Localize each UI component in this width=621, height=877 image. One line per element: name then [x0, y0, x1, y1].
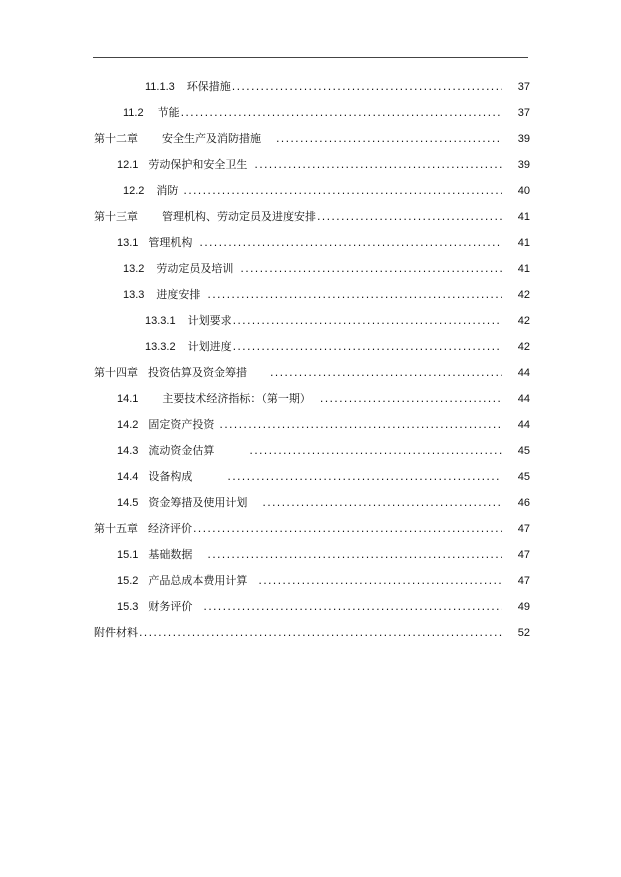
toc-number: 15.1 [117, 549, 139, 561]
toc-number: 12.2 [123, 185, 145, 197]
toc-title: 产品总成本费用计算 [148, 574, 248, 587]
toc-leader [139, 624, 502, 642]
toc-page: 46 [517, 497, 530, 509]
toc-page: 49 [517, 601, 530, 613]
toc-page: 42 [517, 289, 530, 301]
toc-entry-15-3[interactable] [117, 598, 530, 616]
toc-title: 安全生产及消防措施 [162, 132, 261, 145]
toc-title: 经济评价 [148, 522, 192, 535]
toc-page: 44 [517, 393, 530, 405]
toc-leader [233, 312, 502, 330]
toc-number: 13.3.1 [145, 315, 176, 327]
toc-title: 附件材料 [94, 626, 138, 639]
toc-leader [262, 494, 502, 512]
toc-leader [276, 130, 502, 148]
toc-number: 第十二章 [94, 132, 138, 145]
toc-entry-chapter-12[interactable] [94, 130, 530, 148]
toc-leader [270, 364, 502, 382]
header-rule [93, 57, 528, 58]
toc-leader [181, 104, 502, 122]
toc-number: 13.2 [123, 263, 145, 275]
toc-entry-14-3[interactable] [117, 442, 530, 460]
toc-leader [219, 416, 502, 434]
toc-title: 环保措施 [186, 80, 231, 93]
toc-number: 11.2 [123, 107, 144, 119]
toc-number: 第十五章 [94, 522, 138, 535]
toc-leader [193, 520, 502, 538]
toc-title: 管理机构 [148, 236, 193, 249]
toc-title: 劳动定员及培训 [156, 262, 234, 275]
toc-number: 13.1 [117, 237, 139, 249]
toc-leader [254, 156, 502, 174]
toc-entry-13-2[interactable] [123, 260, 530, 278]
toc-leader [320, 390, 502, 408]
toc-title: 管理机构、劳动定员及进度安排 [162, 210, 316, 223]
toc-page: 47 [517, 523, 530, 535]
toc-leader [207, 546, 502, 564]
toc-title: 投资估算及资金筹措 [148, 366, 247, 379]
toc-entry-13-3[interactable] [123, 286, 530, 304]
toc-leader [203, 598, 502, 616]
toc-entry-appendix[interactable] [94, 624, 530, 642]
toc-entry-14-4[interactable] [117, 468, 530, 486]
toc-page: 52 [517, 627, 530, 639]
toc-leader [227, 468, 502, 486]
toc-title: 设备构成 [148, 470, 193, 483]
toc-number: 14.2 [117, 419, 139, 431]
toc-page: 47 [517, 575, 530, 587]
toc-title: 固定资产投资 [148, 418, 215, 431]
toc-leader [249, 442, 502, 460]
toc-title: 主要技术经济指标：（第一期） [162, 392, 311, 405]
toc-title: 节能 [157, 106, 180, 119]
toc-number: 15.2 [117, 575, 139, 587]
toc-title: 资金筹措及使用计划 [148, 496, 248, 509]
toc-entry-13-1[interactable] [117, 234, 530, 252]
toc-entry-13-3-1[interactable] [145, 312, 530, 330]
toc-number: 14.1 [117, 393, 139, 405]
toc-number: 13.3 [123, 289, 145, 301]
toc-page: 37 [517, 107, 530, 119]
toc-title: 计划要求 [187, 314, 232, 327]
toc-number: 15.3 [117, 601, 139, 613]
toc-entry-chapter-13[interactable] [94, 208, 530, 226]
toc-page: 40 [517, 185, 530, 197]
toc-page: 37 [517, 81, 530, 93]
toc-page: 41 [517, 211, 530, 223]
toc-number: 14.5 [117, 497, 139, 509]
toc-number: 第十三章 [94, 210, 138, 223]
toc-leader [317, 208, 502, 226]
toc-page: 47 [517, 549, 530, 561]
toc-number: 11.1.3 [145, 81, 175, 93]
toc-number: 12.1 [117, 159, 139, 171]
toc-entry-11-2[interactable] [123, 104, 530, 122]
toc-page: 44 [517, 367, 530, 379]
toc-entry-12-1[interactable] [117, 156, 530, 174]
toc-title: 流动资金估算 [148, 444, 215, 457]
toc-entry-15-1[interactable] [117, 546, 530, 564]
toc-page: 45 [517, 471, 530, 483]
toc-entry-chapter-15[interactable] [94, 520, 530, 538]
toc-entry-14-5[interactable] [117, 494, 530, 512]
toc-number: 14.4 [117, 471, 139, 483]
toc-title: 财务评价 [148, 600, 193, 613]
toc-title: 计划进度 [187, 340, 232, 353]
toc-entry-13-3-2[interactable] [145, 338, 530, 356]
toc-leader [240, 260, 502, 278]
toc-number: 13.3.2 [145, 341, 176, 353]
toc-page: 42 [517, 341, 530, 353]
toc-title: 劳动保护和安全卫生 [148, 158, 248, 171]
toc-entry-chapter-14[interactable] [94, 364, 530, 382]
toc-leader [232, 78, 502, 96]
toc-page: 42 [517, 315, 530, 327]
toc-number: 14.3 [117, 445, 139, 457]
toc-title: 基础数据 [148, 548, 193, 561]
toc-page: 44 [517, 419, 530, 431]
toc-leader [183, 182, 502, 200]
toc-page: 41 [517, 237, 530, 249]
toc-entry-11-1-3[interactable] [145, 78, 530, 96]
toc-page: 45 [517, 445, 530, 457]
toc-page: 41 [517, 263, 530, 275]
toc-title: 进度安排 [156, 288, 201, 301]
toc-leader [258, 572, 502, 590]
toc-leader [233, 338, 502, 356]
toc-page: 39 [517, 133, 530, 145]
toc-title: 消防 [156, 184, 179, 197]
toc-entry-14-2[interactable] [117, 416, 530, 434]
toc-leader [207, 286, 502, 304]
toc-entry-12-2[interactable] [123, 182, 530, 200]
toc-entry-15-2[interactable] [117, 572, 530, 590]
toc-entry-14-1[interactable] [117, 390, 530, 408]
toc-leader [199, 234, 502, 252]
toc-number: 第十四章 [94, 366, 138, 379]
toc-page: 39 [517, 159, 530, 171]
